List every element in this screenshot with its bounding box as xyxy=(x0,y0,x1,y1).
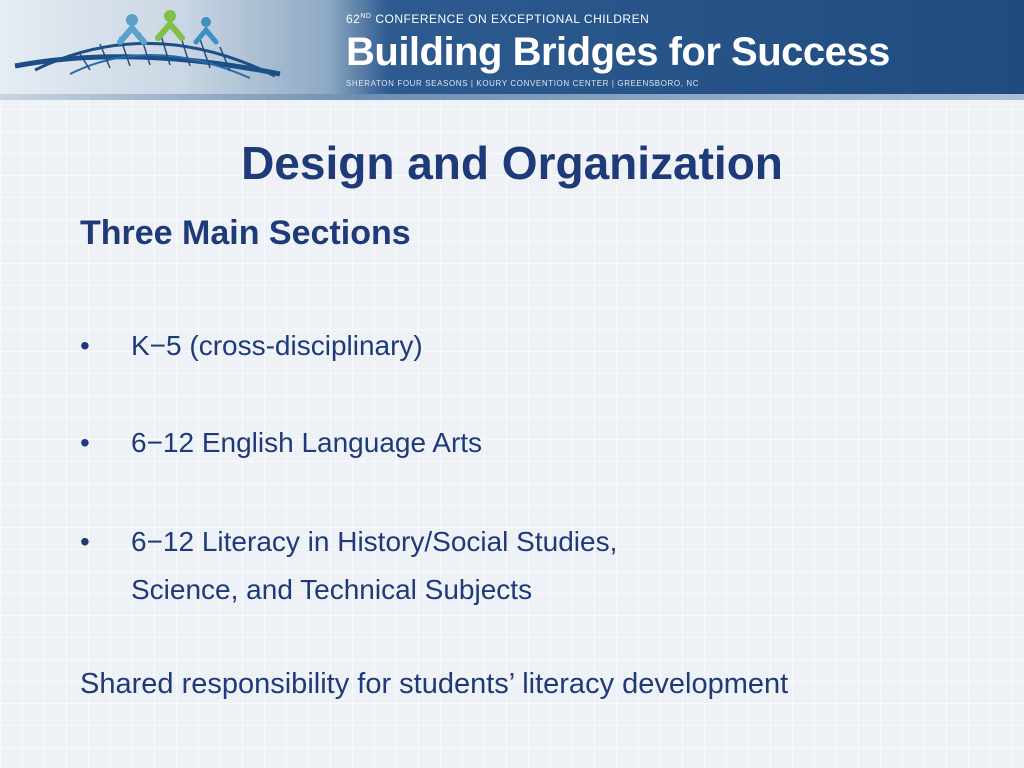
venue-line: SHERATON FOUR SEASONS | KOURY CONVENTION CENTER | GREENSBORO, NC xyxy=(346,79,700,88)
conference-name: CONFERENCE ON EXCEPTIONAL CHILDREN xyxy=(375,12,650,26)
bullet-dot: • xyxy=(80,330,90,361)
bullet-text: 6−12 English Language Arts xyxy=(131,427,483,458)
conference-banner xyxy=(0,0,1024,100)
closing-statement: Shared responsibility for students’ literacy development xyxy=(80,668,789,700)
conference-ordinal: 62 xyxy=(346,12,361,26)
bullet-item xyxy=(80,518,617,614)
bullet-item xyxy=(80,322,423,370)
conference-name-line xyxy=(346,12,649,26)
bullet-text: K−5 (cross-disciplinary) xyxy=(131,330,423,361)
bridge-logo-icon xyxy=(10,4,300,94)
banner-title: Building Bridges for Success xyxy=(346,30,890,74)
bullet-dot: • xyxy=(80,427,90,458)
bullet-text: 6−12 Literacy in History/Social Studies, xyxy=(131,526,618,557)
bullet-item xyxy=(80,419,482,467)
slide-subtitle: Three Main Sections xyxy=(80,214,411,252)
bullet-dot: • xyxy=(80,526,90,557)
bullet-text-continued: Science, and Technical Subjects xyxy=(131,574,533,605)
conference-ordinal-suffix: ND xyxy=(360,13,372,20)
slide-title: Design and Organization xyxy=(241,137,783,189)
